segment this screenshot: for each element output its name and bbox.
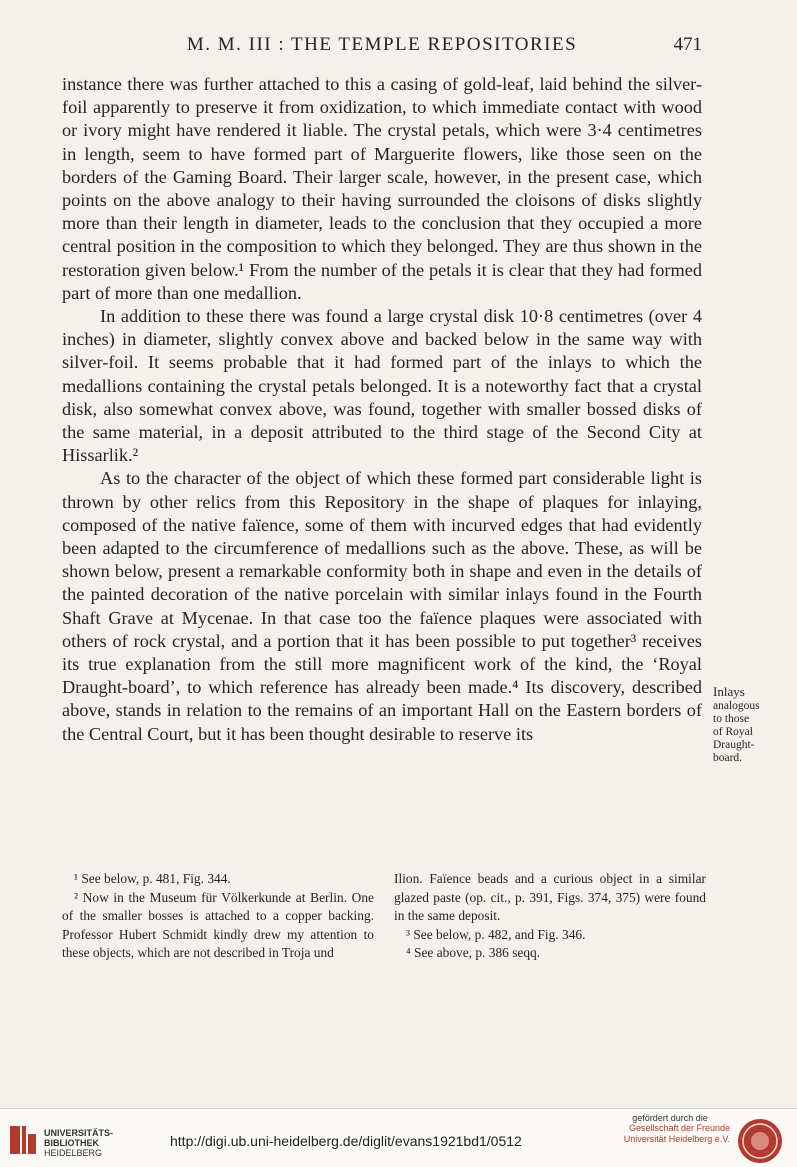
main-text [62, 73, 702, 746]
footnotes [62, 870, 706, 963]
marginal-line: to those [713, 713, 750, 725]
library-logo-icon [8, 1124, 38, 1156]
marginal-line: analogous [713, 700, 760, 712]
marginal-line: board. [713, 752, 743, 764]
paragraph: instance there was further attached to this a casing of gold-leaf, laid behind the silver-foil apparently to preserve it from oxidization, to which immediate contact with wood or ivory might have rendered it liable. The crystal petals, which were 3·4 centimetres in length, seem to have formed part of Marguerite flowers, like those seen on the borders of the Gaming Board. Their larger scale, however, in the present case, which points on the above analogy to their having surrounded the cloisons of disks slightly more than their length in diameter, leads to the conclusion that they occupied a more central position in the composition to which they belonged. They are thus shown in the restoration given below.¹ From the number of the petals it is clear that they had formed part of more than one medallion. [62, 74, 702, 303]
paragraph: As to the character of the object of which these formed part considerable light is thrown by other relics from this Repository in the shape of plaques for inlaying, composed of the native faïence, some of them with incurved edges that had evidently been adapted to the circumference of medallions such as the above. These, as will be shown below, present a remarkable conformity both in shape and even in the details of the painted decoration of the native porcelain with similar inlays found in the Fourth Shaft Grave at Mycenae. In that case too the faïence plaques were associated with others of rock crystal, and a portion that it has been possible to put together³ receives its true explanation from the still more magnificent work of the kind, the ‘Royal Draught-board’, to which reference has already been made.⁴ Its discovery, described above, stands in relation to the remains of an important Hall on the Eastern borders of the Central Court, but it has been thought desirable to reserve its [62, 468, 702, 744]
source-url-link[interactable]: http://digi.ub.uni-heidelberg.de/diglit/evans1921bd1/0512 [170, 1133, 522, 1149]
university-seal-icon [736, 1117, 784, 1165]
footnote: ⁴ See above, p. 386 seqq. [406, 945, 541, 960]
library-name: UNIVERSITÄTS- BIBLIOTHEK HEIDELBERG [44, 1128, 114, 1158]
marginal-line: Inlays [713, 684, 745, 699]
footnote: ² Now in the Museum für Völkerkunde at Berlin. One of the smaller bosses is attached to a copper backing. Professor Hubert Schmidt kindly drew my attention to these objects, which are not described in Troja und [62, 889, 374, 960]
digitization-footer [0, 1108, 797, 1167]
footnote: ¹ See below, p. 481, Fig. 344. [74, 871, 231, 886]
sponsor-label: gefördert durch die [632, 1113, 708, 1123]
sponsor-name: Gesellschaft der Freunde [628, 1123, 730, 1133]
sponsor-block [610, 1113, 730, 1145]
sponsor-name: Universität Heidelberg e.V. [623, 1134, 730, 1144]
marginal-line: Draught- [713, 739, 755, 751]
footnotes-right-column [394, 870, 706, 963]
marginal-note [713, 685, 783, 765]
paragraph: In addition to these there was found a large crystal disk 10·8 centimetres (over 4 inches) in diameter, slightly convex above and backed below in the same way with silver-foil. It seems probable that it had formed part of the inlays to which the medallions containing the crystal petals belonged. It is a noteworthy fact that a crystal disk, also somewhat convex above, was found, together with smaller bossed disks of the same material, in a deposit attributed to the third stage of the Second City at Hissarlik.² [62, 306, 702, 466]
running-head: M. M. III : THE TEMPLE REPOSITORIES [186, 34, 578, 55]
page-number: 471 [673, 34, 702, 55]
footnote: ³ See below, p. 482, and Fig. 346. [406, 926, 586, 942]
footnote: Ilion. Faïence beads and a curious object in a similar glazed paste (op. cit., p. 391, Figs. 374, 375) were found in the same deposit. [394, 871, 706, 923]
footnotes-left-column [62, 870, 374, 963]
marginal-line: of Royal [713, 726, 753, 738]
